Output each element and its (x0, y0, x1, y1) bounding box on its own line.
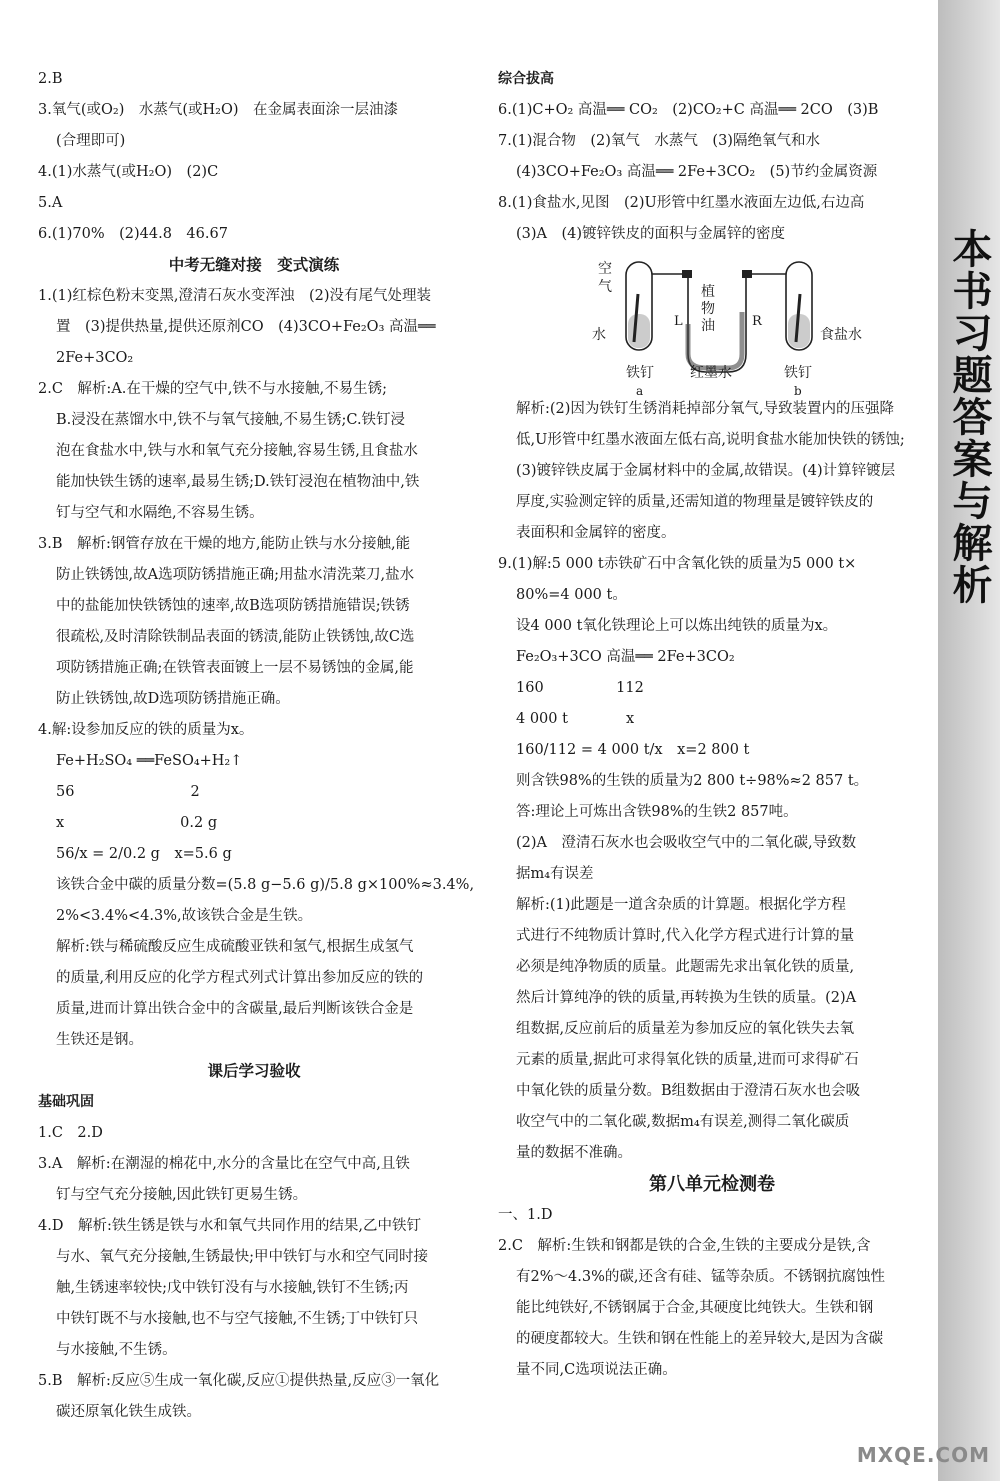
left-line: 4.(1)水蒸气(或H₂O) (2)C (38, 164, 219, 180)
label-R: R (752, 314, 762, 329)
right_bottom-line: 据m₄有误差 (516, 866, 594, 882)
left-line: 防止铁锈蚀,故D选项防锈措施正确。 (56, 691, 290, 707)
right_bottom-line: 然后计算纯净的铁的质量,再转换为生铁的质量。(2)A (516, 990, 857, 1006)
left-line: 2Fe+3CO₂ (56, 350, 134, 366)
left-line: 5.A (38, 195, 63, 211)
left-line: 4.解:设参加反应的铁的质量为x。 (38, 722, 254, 738)
right_top-line: 7.(1)混合物 (2)氧气 水蒸气 (3)隔绝氧气和水 (498, 133, 820, 149)
left-line: 能加快铁生锈的速率,最易生锈;D.铁钉浸泡在植物油中,铁 (56, 474, 420, 490)
left-line: 解析:铁与稀硫酸反应生成硫酸亚铁和氢气,根据生成氢气 (56, 939, 414, 955)
left-line: 中的盐能加快铁锈蚀的速率,故B选项防锈措施错误;铁锈 (56, 598, 410, 614)
left-column (38, 64, 475, 1428)
left-line: 3.氧气(或O₂) 水蒸气(或H₂O) 在金属表面涂一层油漆 (38, 102, 399, 118)
right_bottom-line: 元素的质量,据此可求得氧化铁的质量,进而可求得矿石 (516, 1052, 859, 1068)
left-line: 防止铁锈蚀,故A选项防锈措施正确;用盐水清洗菜刀,盐水 (56, 567, 415, 583)
left-line: 课后学习验收 (207, 1062, 301, 1080)
left-line: 碳还原氧化铁生成铁。 (56, 1404, 201, 1420)
chapter-sidebar (938, 0, 1000, 1481)
left-line: 中考无缝对接 变式演练 (168, 256, 340, 274)
left-line: 生铁还是钢。 (56, 1032, 143, 1048)
left-line: 项防锈措施正确;在铁管表面镀上一层不易锈蚀的金属,能 (56, 660, 414, 676)
right_bottom-line: 厚度,实验测定锌的质量,还需知道的物理量是镀锌铁皮的 (516, 494, 874, 510)
right_bottom-line: (2)A 澄清石灰水也会吸收空气中的二氧化碳,导致数 (516, 835, 857, 851)
right_bottom-line: 式进行不纯物质计算时,代入化学方程式进行计算的量 (516, 928, 855, 944)
water-a (628, 314, 650, 348)
sidebar-title: 本书习题答案与解析 (946, 228, 992, 606)
left-line: 很疏松,及时清除铁制品表面的锈渍,能防止铁锈蚀,故C选 (56, 629, 415, 645)
right_bottom-line: 2.C 解析:生铁和钢都是铁的合金,生铁的主要成分是铁,含 (498, 1238, 871, 1254)
right_bottom-line: 量不同,C选项说法正确。 (516, 1362, 677, 1378)
label-b: b (794, 384, 802, 398)
right_bottom-line: 答:理论上可炼出含铁98%的生铁2 857吨。 (516, 804, 798, 820)
right_bottom-line: 有2%～4.3%的碳,还含有硅、锰等杂质。不锈钢抗腐蚀性 (516, 1269, 885, 1285)
left-line: 3.B 解析:钢管存放在干燥的地方,能防止铁与水分接触,能 (38, 536, 411, 552)
left-line: 质量,进而计算出铁合金中的含碳量,最后判断该铁合金是 (56, 1001, 414, 1017)
right_bottom-line: 解析:(1)此题是一道含杂质的计算题。根据化学方程 (516, 897, 846, 913)
right_bottom-line: 则含铁98%的生铁的质量为2 800 t÷98%≈2 857 t。 (516, 773, 869, 789)
left-line: Fe+H₂SO₄ ══FeSO₄+H₂↑ (56, 753, 243, 769)
left-line: 3.A 解析:在潮湿的棉花中,水分的含量比在空气中高,且铁 (38, 1156, 410, 1172)
left-line: B.浸没在蒸馏水中,铁不与氧气接触,不易生锈;C.铁钉浸 (56, 412, 406, 428)
left-line: 钉与空气充分接触,因此铁钉更易生锈。 (56, 1187, 308, 1203)
left-line: 2.C 解析:A.在干燥的空气中,铁不与水接触,不易生锈; (38, 381, 387, 397)
left-line: 1.(1)红棕色粉末变黑,澄清石灰水变浑浊 (2)没有尾气处理装 (38, 288, 432, 304)
right_bottom-line: 表面积和金属锌的密度。 (516, 525, 676, 541)
right_bottom-line: 160/112 = 4 000 t/x x=2 800 t (516, 742, 750, 758)
right_bottom-line: 能比纯铁好,不锈钢属于合金,其硬度比纯铁大。生铁和钢 (516, 1300, 874, 1316)
right_bottom-line: 的硬度都较大。生铁和钢在性能上的差异较大,是因为含碳 (516, 1331, 884, 1347)
right_bottom-line: 组数据,反应前后的质量差为参加反应的氧化铁失去氧 (516, 1021, 855, 1037)
right_bottom-line: 160 112 (516, 680, 644, 696)
left-line: 置 (3)提供热量,提供还原剂CO (4)3CO+Fe₂O₃ 高温══ (56, 319, 436, 335)
watermark-text: MXQE.COM (856, 1443, 990, 1467)
right_bottom-line: Fe₂O₃+3CO 高温══ 2Fe+3CO₂ (516, 649, 735, 665)
right_top-line: 综合拔高 (498, 71, 554, 87)
left-line: 基础巩固 (38, 1094, 94, 1110)
right_top-line: 8.(1)食盐水,见图 (2)U形管中红墨水液面左边低,右边高 (498, 195, 865, 211)
left-line: 钉与空气和水隔绝,不容易生锈。 (56, 505, 264, 521)
right_bottom-line: 必须是纯净物质的质量。此题需先求出氧化铁的质量, (516, 959, 855, 975)
right-column (498, 64, 926, 1386)
label-water: 水 (592, 327, 606, 343)
left-line: (合理即可) (56, 133, 126, 149)
right_bottom-line: 第八单元检测卷 (649, 1174, 775, 1195)
label-air: 空气 (598, 261, 612, 295)
left-line: 2.B (38, 71, 63, 87)
right_bottom-line: 9.(1)解:5 000 t赤铁矿石中含氧化铁的质量为5 000 t× (498, 556, 857, 572)
right_bottom-line: 4 000 t x (516, 711, 635, 727)
label-nail-a: 铁钉 (626, 365, 654, 381)
right_bottom-line: 量的数据不准确。 (516, 1145, 632, 1161)
left-line: 中铁钉既不与水接触,也不与空气接触,不生锈;丁中铁钉只 (56, 1311, 419, 1327)
left-line: 与水、氧气充分接触,生锈最快;甲中铁钉与水和空气同时接 (56, 1249, 428, 1265)
label-L: L (674, 314, 683, 329)
left-line: 6.(1)70% (2)44.8 46.67 (38, 226, 228, 242)
right_bottom-line: 收空气中的二氧化碳,数据m₄有误差,测得二氧化碳质 (516, 1114, 850, 1130)
left-line: 的质量,利用反应的化学方程式列式计算出参加反应的铁的 (56, 970, 424, 986)
right_top-line: (4)3CO+Fe₂O₃ 高温══ 2Fe+3CO₂ (5)节约金属资源 (516, 164, 878, 180)
right_bottom-line: (3)镀锌铁皮属于金属材料中的金属,故错误。(4)计算锌镀层 (516, 463, 896, 479)
label-salt-water: 食盐水 (820, 327, 862, 343)
label-a: a (636, 384, 644, 398)
right_bottom-line: 80%=4 000 t。 (516, 587, 627, 603)
left-line: 泡在食盐水中,铁与水和氧气充分接触,容易生锈,且食盐水 (56, 443, 418, 459)
left-line: 触,生锈速率较快;戊中铁钉没有与水接触,铁钉不生锈;丙 (56, 1280, 409, 1296)
left-line: 2%<3.4%<4.3%,故该铁合金是生铁。 (56, 908, 313, 924)
right_bottom-line: 低,U形管中红墨水液面左低右高,说明食盐水能加快铁的锈蚀; (516, 432, 905, 448)
right_bottom-line: 解析:(2)因为铁钉生锈消耗掉部分氧气,导致装置内的压强降 (516, 401, 895, 417)
left-line: 4.D 解析:铁生锈是铁与水和氧气共同作用的结果,乙中铁钉 (38, 1218, 421, 1234)
left-line: 与水接触,不生锈。 (56, 1342, 177, 1358)
left-line: 该铁合金中碳的质量分数=(5.8 g−5.6 g)/5.8 g×100%≈3.4%, (56, 877, 475, 893)
right_bottom-line: 中氧化铁的质量分数。B组数据由于澄清石灰水也会吸 (516, 1083, 861, 1099)
label-oil: 植物油 (701, 284, 715, 334)
label-red-ink: 红墨水 (690, 365, 732, 381)
left-line: x 0.2 g (56, 815, 218, 831)
right_top-line: 6.(1)C+O₂ 高温══ CO₂ (2)CO₂+C 高温══ 2CO (3)B (498, 102, 879, 118)
label-nail-b: 铁钉 (784, 365, 812, 381)
right_top-line: (3)A (4)镀锌铁皮的面积与金属锌的密度 (516, 226, 786, 242)
left-line: 56/x = 2/0.2 g x=5.6 g (56, 846, 232, 862)
right_bottom-line: 一、1.D (498, 1207, 553, 1223)
left-line: 56 2 (56, 784, 200, 800)
left-line: 5.B 解析:反应⑤生成一氧化碳,反应①提供热量,反应③一氧化 (38, 1373, 440, 1389)
left-line: 1.C 2.D (38, 1125, 103, 1141)
right_bottom-line: 设4 000 t氧化铁理论上可以炼出纯铁的质量为x。 (516, 618, 838, 634)
experiment-diagram (568, 254, 926, 398)
